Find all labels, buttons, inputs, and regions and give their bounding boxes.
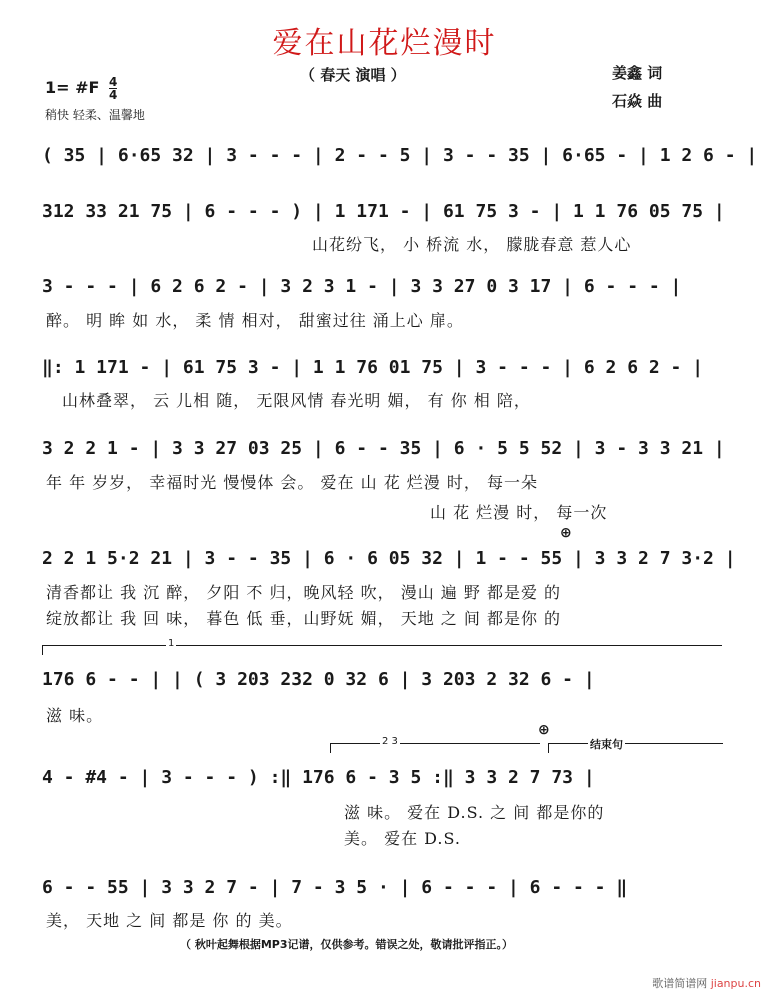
performer-subtitle: （ 春天 演唱 ） <box>300 66 406 84</box>
lyric-line-2: 山花纷飞， 小 桥流 水， 朦胧春意 惹人心 <box>312 235 632 254</box>
lyric-line-9: 美， 天地 之 间 都是 你 的 美。 <box>46 911 293 930</box>
lyric-line-7: 滋 味。 <box>46 706 104 725</box>
key-label: 1= #F <box>45 78 100 97</box>
volta-1-label: 1 <box>168 638 175 649</box>
volta-2-label: 2 3 <box>382 736 398 747</box>
lyric-line-8b: 美。 爱在 D.S. <box>344 829 461 848</box>
score-line-9: 6 - - 55 | 3 3 2 7 - | 7 - 3 5 · | 6 - - - | 6 - - - ‖ <box>42 877 628 898</box>
lyric-line-6a: 清香都让 我 沉 醉， 夕阳 不 归，晚风轻 吹， 漫山 遍 野 都是爱 的 <box>46 583 562 602</box>
ending-label: 结束句 <box>590 738 623 751</box>
lyric-line-5a: 年 年 岁岁， 幸福时光 慢慢体 会。 爱在 山 花 烂漫 时， 每一朵 <box>46 473 538 492</box>
score-line-2: 312 33 21 75 | 6 - - - ) | 1 171 - | 61 75 3 - | 1 1 76 05 75 | <box>42 201 725 222</box>
watermark-url: jianpu.cn <box>710 977 761 990</box>
volta-2-start <box>330 743 331 753</box>
tempo-marking: 稍快 轻柔、温馨地 <box>45 108 145 122</box>
key-signature <box>45 76 117 101</box>
lyric-line-4: 山林叠翠， 云 儿相 随， 无限风情 春光明 媚， 有 你 相 陪， <box>62 391 531 410</box>
score-line-5: 3 2 2 1 - | 3 3 27 03 25 | 6 - - 35 | 6 · 5 5 52 | 3 - 3 3 21 | <box>42 438 725 459</box>
volta-2-bracket <box>330 743 540 744</box>
time-numerator: 4 <box>109 75 118 89</box>
transcription-footnote: （ 秋叶起舞根据MP3记谱，仅供参考。错误之处，敬请批评指正。） <box>180 938 513 951</box>
volta-1-bracket <box>42 645 722 646</box>
score-line-1: ( 35 | 6·65 32 | 3 - - - | 2 - - 5 | 3 - - 35 | 6·65 - | 1 2 6 - | <box>42 145 758 166</box>
volta-1-start <box>42 645 43 655</box>
composer-credit: 石焱 曲 <box>612 92 663 110</box>
score-line-3: 3 - - - | 6 2 6 2 - | 3 2 3 1 - | 3 3 27 0 3 17 | 6 - - - | <box>42 276 682 297</box>
lyric-line-6b: 绽放都让 我 回 味， 暮色 低 垂，山野妩 媚， 天地 之 间 都是你 的 <box>46 609 562 628</box>
song-title: 爱在山花烂漫时 <box>272 26 497 61</box>
score-line-8: 4 - #4 - | 3 - - - ) :‖ 176 6 - 3 5 :‖ 3 3 2 7 73 | <box>42 767 595 788</box>
score-line-7: 176 6 - - | | ( 3 203 232 0 32 6 | 3 203 2 32 6 - | <box>42 669 595 690</box>
lyric-line-8a: 滋 味。 爱在 D.S. 之 间 都是你的 <box>344 803 605 822</box>
ending-bracket <box>548 743 723 744</box>
lyricist-credit: 姜鑫 词 <box>612 64 663 82</box>
score-line-6: 2 2 1 5·2 21 | 3 - - 35 | 6 · 6 05 32 | 1 - - 55 | 3 3 2 7 3·2 | <box>42 548 736 569</box>
ending-start <box>548 743 549 753</box>
time-signature <box>109 76 117 101</box>
coda-sign: ⊕ <box>560 525 572 541</box>
score-line-4: ‖: 1 171 - | 61 75 3 - | 1 1 76 01 75 | 3 - - - | 6 2 6 2 - | <box>42 357 704 378</box>
time-denominator: 4 <box>109 88 118 102</box>
watermark-site: 歌谱简谱网 <box>652 977 708 990</box>
coda-sign-2: ⊕ <box>538 722 550 738</box>
lyric-line-5b: 山 花 烂漫 时， 每一次 <box>430 503 608 522</box>
site-watermark <box>652 975 761 991</box>
lyric-line-3: 醉。 明 眸 如 水， 柔 情 相对， 甜蜜过往 涌上心 扉。 <box>46 311 464 330</box>
